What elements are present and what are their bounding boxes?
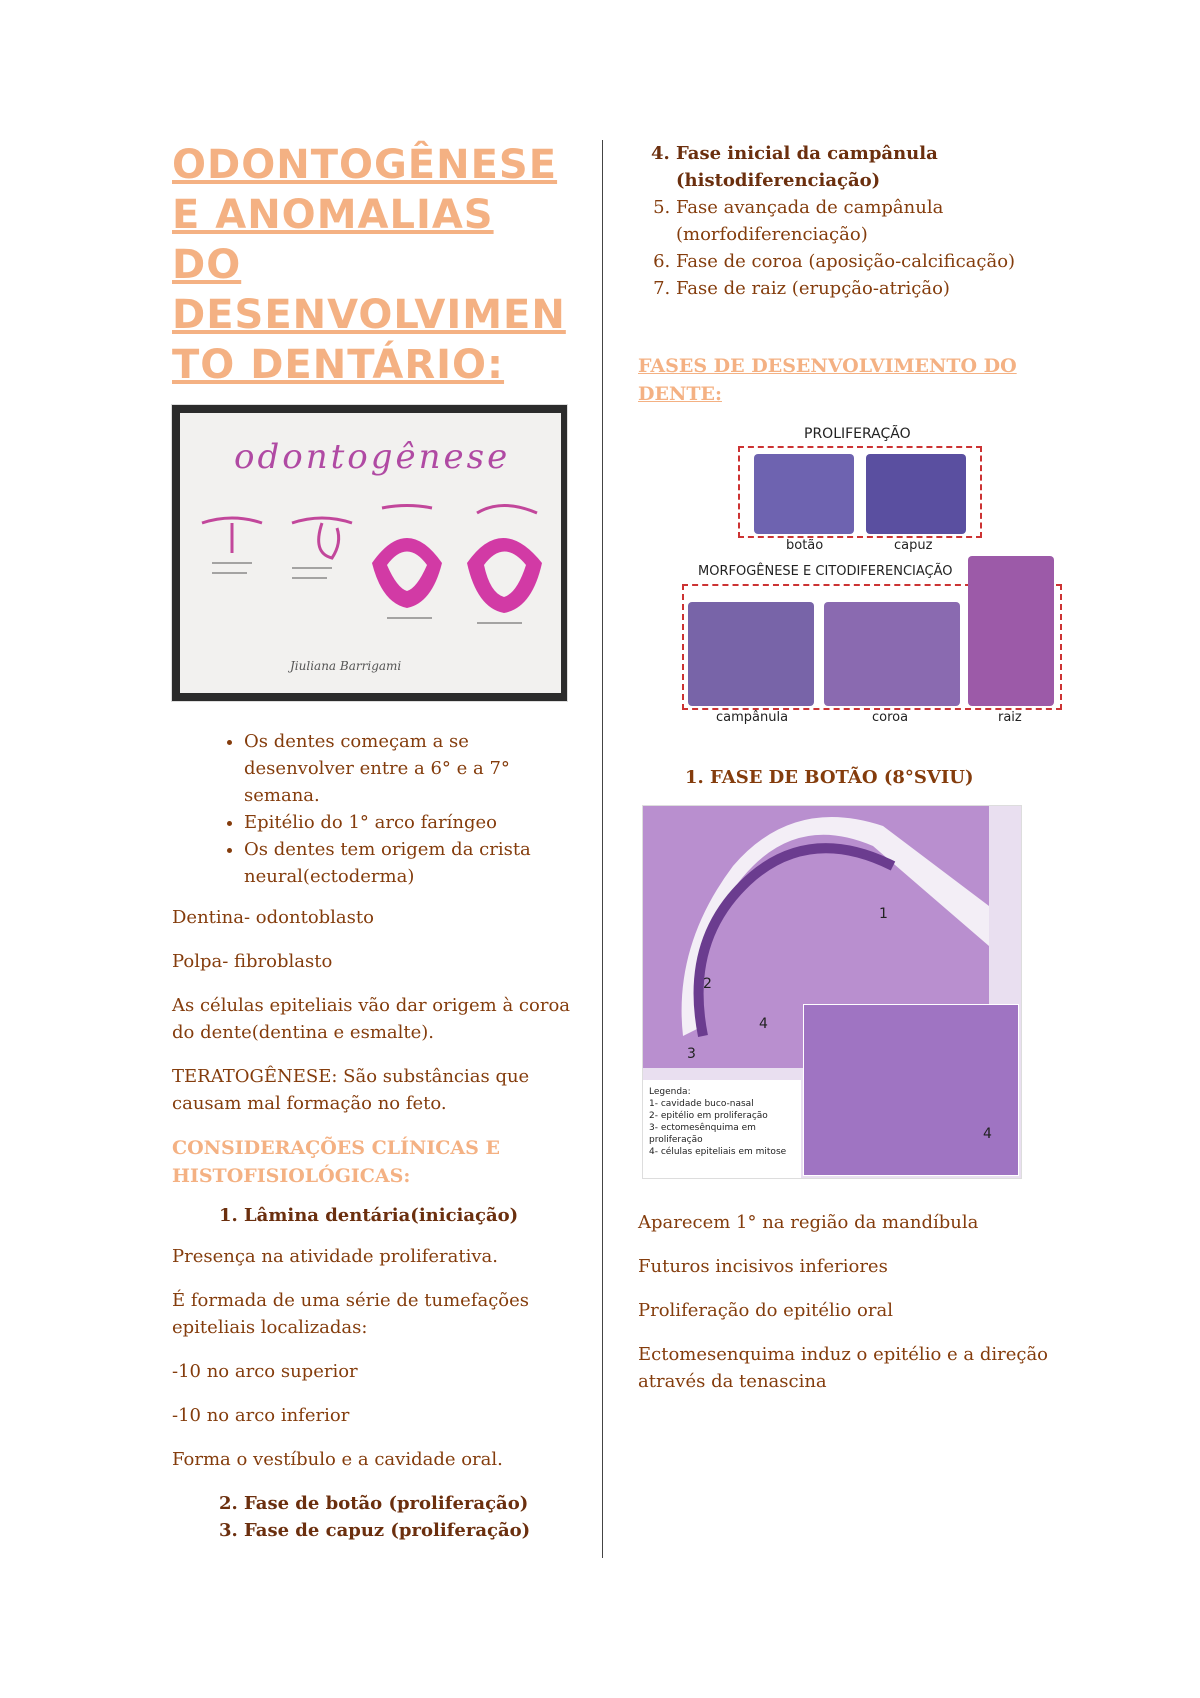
document-title <box>172 140 572 390</box>
label-morfogenese: MORFOGÊNESE E CITODIFERENCIAÇÃO <box>698 564 953 579</box>
tissue-capuz <box>866 454 966 534</box>
label-botao: botão <box>786 538 824 553</box>
heading-consideracoes: CONSIDERAÇÕES CLÍNICAS E HISTOFISIOLÓGICAS: <box>172 1137 500 1187</box>
paragraph-presenca: Presença na atividade proliferativa. <box>172 1246 498 1267</box>
label-n1: 1 <box>879 906 888 922</box>
paragraph-teratogenese: TERATOGÊNESE: São substâncias que causam mal formação no feto. <box>172 1066 530 1114</box>
odontogenese-drawing-photo <box>171 404 568 702</box>
list-item: 7. Fase de raiz (erupção-atrição) <box>676 275 1078 302</box>
list-item: 2. Fase de botão (proliferação) <box>244 1490 572 1517</box>
tissue-campanula <box>688 602 814 706</box>
right-column <box>638 140 1078 1412</box>
bullet-item: • Os dentes tem origem da crista neural(ectoderma) <box>244 836 572 890</box>
list-fases-right <box>638 140 1078 302</box>
fase-botao-histology-photo <box>642 805 1022 1179</box>
title-line-2: E ANOMALIAS <box>172 192 494 238</box>
fases-histology-figure <box>676 420 1071 738</box>
title-line-5: TO DENTÁRIO: <box>172 342 505 388</box>
paragraph-dentina: Dentina- odontoblasto <box>172 907 374 928</box>
column-divider <box>602 140 603 1558</box>
label-n2: 2 <box>703 976 712 992</box>
tooth-stage-drawings <box>192 493 557 633</box>
drawing-signature: Jiuliana Barrigami <box>290 659 402 673</box>
paragraph-celulas: As células epiteliais vão dar origem à coroa do dente(dentina e esmalte). <box>172 995 571 1043</box>
paragraph-arco-superior: -10 no arco superior <box>172 1361 358 1382</box>
legend-item: 4- células epiteliais em mitose <box>649 1147 787 1157</box>
list-fase-botao <box>638 764 1078 791</box>
tissue-coroa <box>824 602 960 706</box>
list-item: 1. Lâmina dentária(iniciação) <box>244 1202 572 1229</box>
tissue-raiz <box>968 556 1054 706</box>
paragraph-vestibulo: Forma o vestíbulo e a cavidade oral. <box>172 1449 503 1470</box>
legend-item: 3- ectomesênquima em proliferação <box>649 1123 756 1145</box>
label-proliferacao: PROLIFERAÇÃO <box>804 426 911 442</box>
drawing-title: odontogênese <box>234 437 511 477</box>
legend-item: 1- cavidade buco-nasal <box>649 1099 754 1109</box>
list-item: 3. Fase de capuz (proliferação) <box>244 1517 572 1544</box>
paragraph-ectomesenquima: Ectomesenquima induz o epitélio e a direção através da tenascina <box>638 1344 1049 1392</box>
tissue-botao <box>754 454 854 534</box>
bullet-item: • Epitélio do 1° arco faríngeo <box>244 809 572 836</box>
paragraph-formada: É formada de uma série de tumefações epiteliais localizadas: <box>172 1290 530 1338</box>
paper-sheet <box>180 413 561 693</box>
title-line-3: DO <box>172 242 242 288</box>
legend-title: Legenda: <box>649 1087 691 1097</box>
list-lamina <box>172 1202 572 1229</box>
list-item: 1. FASE DE BOTÃO (8°SVIU) <box>710 764 1078 791</box>
paragraph-proliferacao: Proliferação do epitélio oral <box>638 1300 893 1321</box>
label-coroa: coroa <box>872 710 909 725</box>
paragraph-polpa: Polpa- fibroblasto <box>172 951 333 972</box>
list-fases-left <box>172 1490 572 1544</box>
label-raiz: raiz <box>998 710 1022 725</box>
heading-fases-desenvolvimento: FASES DE DESENVOLVIMENTO DO DENTE: <box>638 355 1017 405</box>
paragraph-aparecem: Aparecem 1° na região da mandíbula <box>638 1212 979 1233</box>
label-campanula: campânula <box>716 710 789 725</box>
title-line-4: DESENVOLVIMEN <box>172 292 566 338</box>
list-item: 6. Fase de coroa (aposição-calcificação) <box>676 248 1078 275</box>
photo-legend <box>643 1080 801 1178</box>
list-item: 4. Fase inicial da campânula (histodiferenciação) <box>676 140 1078 194</box>
title-line-1: ODONTOGÊNESE <box>172 142 558 188</box>
label-capuz: capuz <box>894 538 933 553</box>
legend-item: 2- epitélio em proliferação <box>649 1111 768 1121</box>
bullet-item: • Os dentes começam a se desenvolver entre a 6° e a 7° semana. <box>244 728 572 809</box>
micrograph-inset <box>803 1004 1019 1176</box>
paragraph-futuros: Futuros incisivos inferiores <box>638 1256 888 1277</box>
intro-bullet-list <box>172 728 572 890</box>
left-column <box>172 140 572 1558</box>
label-n3: 3 <box>687 1046 696 1062</box>
label-n4b: 4 <box>983 1126 992 1142</box>
paragraph-arco-inferior: -10 no arco inferior <box>172 1405 350 1426</box>
label-n4a: 4 <box>759 1016 768 1032</box>
list-item: 5. Fase avançada de campânula (morfodiferenciação) <box>676 194 1078 248</box>
